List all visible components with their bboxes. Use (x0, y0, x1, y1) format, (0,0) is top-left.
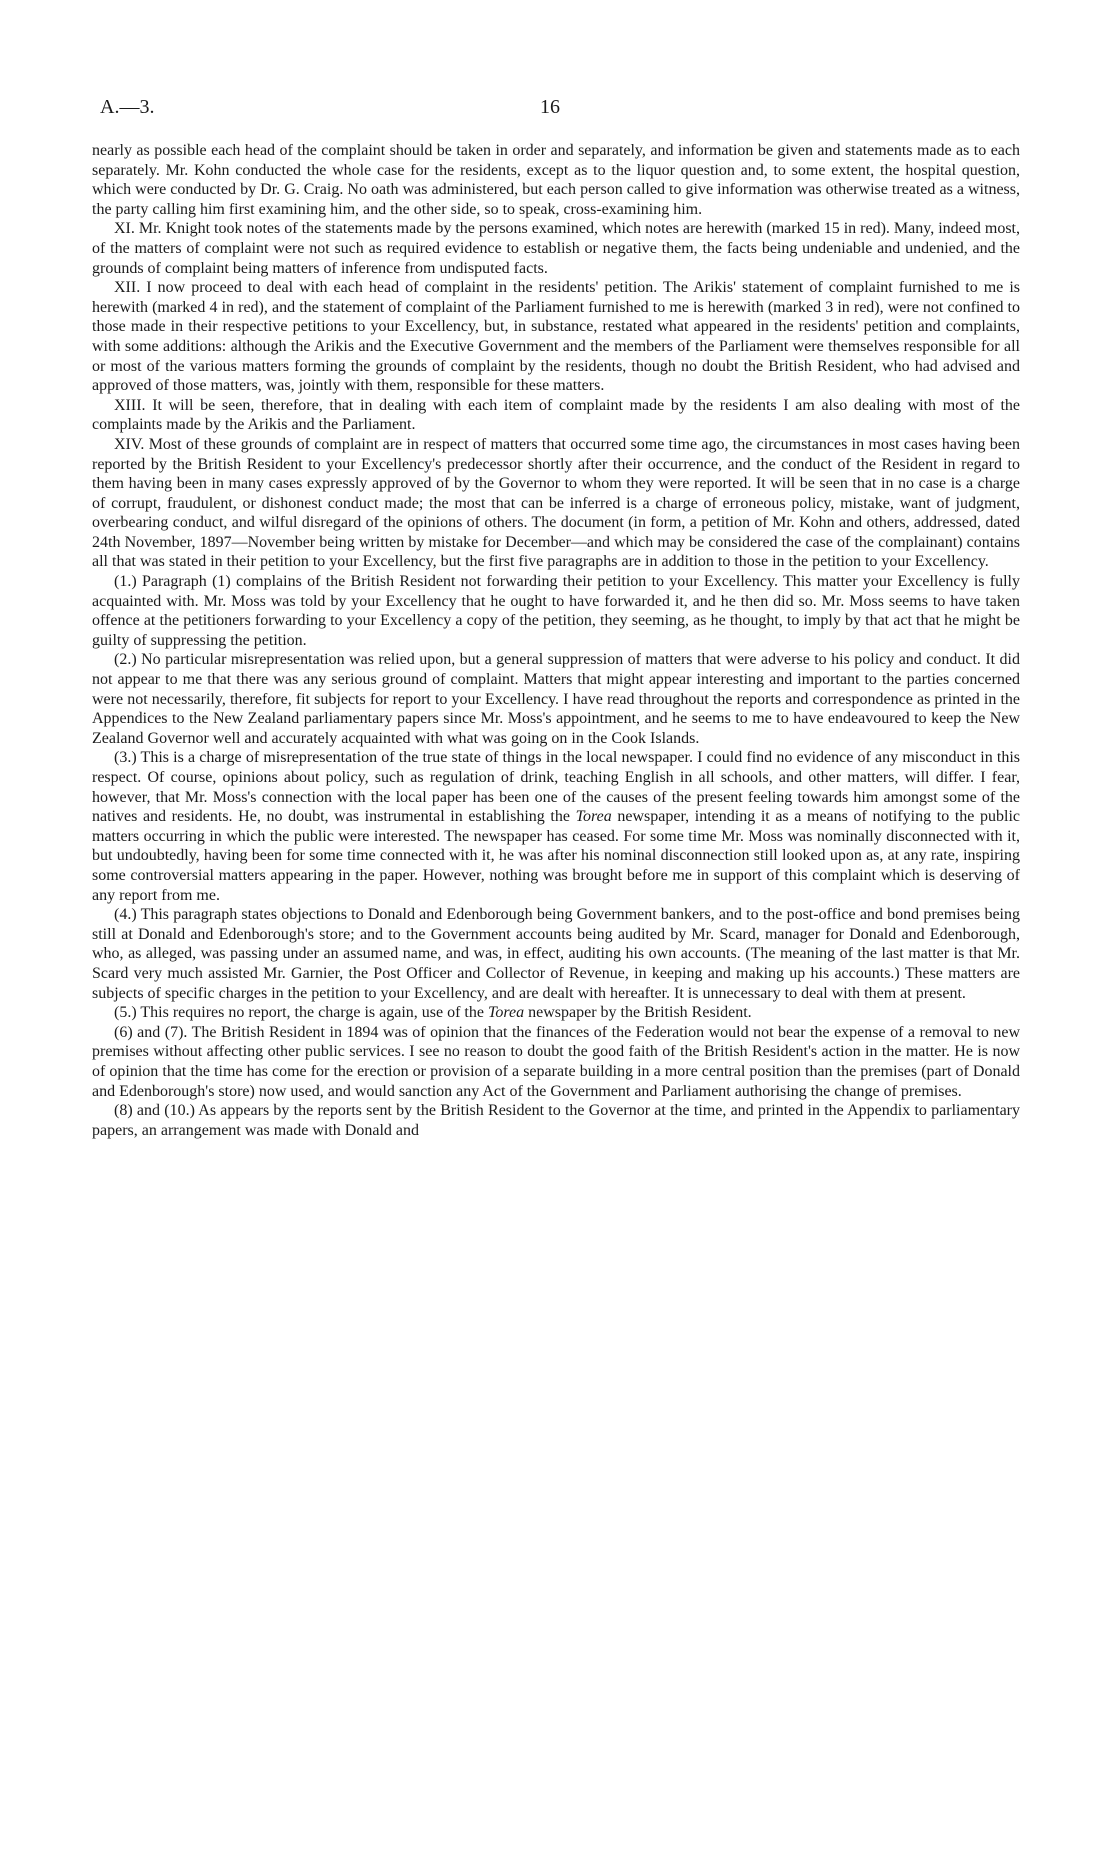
paragraph-xiii: XIII. It will be seen, therefore, that in dealing with each item of complaint made by the residents I am also dealing with most of the complaints made by the Arikis and the Parliament. (92, 396, 1020, 434)
paragraph-xiv: XIV. Most of these grounds of complaint are in respect of matters that occurred some time ago, the circumstances in most cases having been reported by the British Resident to your Excellency's predecessor shortly after their occurrence, and the conduct of the Resident in regard to them having been in many cases expressly approved of by the Governor to whom they were reported. It will be seen that in no case is a charge of corrupt, fraudulent, or dishonest conduct made; the most that can be inferred is a charge of erroneous policy, mistake, want of judgment, overbearing conduct, and wilful disregard of the opinions of others. The document (in form, a petition of Mr. Kohn and others, addressed, dated 24th November, 1897—November being written by mistake for December—and which may be considered the case of the complainant) contains all that was stated in their petition to your Excellency, but the first five paragraphs are in addition to those in the petition to your Excellency. (92, 435, 1020, 571)
newspaper-name: Torea (487, 1004, 525, 1022)
paragraph-continuation: nearly as possible each head of the complaint should be taken in order and separately, and information be given and statements made as to each separately. Mr. Kohn conducted the whole case for the residents, except as to the liquor question and, to some extent, the hospital question, which were conducted by Dr. G. Craig. No oath was administered, but each person called to give information was otherwise treated as a witness, the party calling him first examining him, and the other side, so to speak, cross-examining him. (92, 142, 1020, 218)
paragraph-item-3-text-a: (3.) This is a charge of misrepresentation of the true state of things in the local newspaper. I could find no evidence of any misconduct in this respect. Of course, opinions about policy, such as regulation of drink, teaching English in all schools, and other matters, will differ. I fear, however, that Mr. Moss's connection with the local paper has been one of the causes of the present feeling towards him amongst some of the natives and residents. He, no doubt, was instrumental in establishing the (92, 749, 1020, 826)
paragraph-xii: XII. I now proceed to deal with each head of complaint in the residents' petition. The Arikis' statement of complaint furnished to me is herewith (marked 4 in red), and the statement of complaint of the Parliament furnished to me is herewith (marked 3 in red), were not confined to those made in their respective petitions to your Excellency, but, in substance, restated what appeared in the residents' petition and complaints, with some additions: although the Arikis and the Executive Government and the members of the Parliament were themselves responsible for all or most of the various matters forming the grounds of complaint by the residents, though no doubt the British Resident, who had advised and approved of those matters, was, jointly with them, responsible for these matters. (92, 279, 1020, 395)
page-header (100, 96, 1030, 122)
paragraph-xi: XI. Mr. Knight took notes of the statements made by the persons examined, which notes are herewith (marked 15 in red). Many, indeed most, of the matters of complaint were not such as required evidence to establish or negative them, the facts being undeniable and undenied, and the grounds of complaint being matters of inference from undisputed facts. (92, 220, 1020, 277)
paragraph-items-6-7: (6) and (7). The British Resident in 1894 was of opinion that the finances of the Federation would not bear the expense of a removal to new premises without affecting other public services. I see no reason to doubt the good faith of the British Resident's action in the matter. He is now of opinion that the time has come for the erection or provision of a separate building in a more central position than the premises (part of Donald and Edenborough's store) now used, and would sanction any Act of the Government and Parliament authorising the change of premises. (92, 1023, 1020, 1100)
paragraph-item-5-text-a: (5.) This requires no report, the charge is again, use of the (114, 1004, 488, 1022)
paragraph-item-5-text-b: newspaper by the British Resident. (524, 1004, 752, 1022)
paragraph-item-4: (4.) This paragraph states objections to Donald and Edenborough being Government bankers, and to the post-office and bond premises being still at Donald and Edenborough's store; and to the Government accounts being audited by Mr. Scard, manager for Donald and Edenborough, who, as alleged, was passing under an assumed name, and was, in effect, auditing his own accounts. (The meaning of the last matter is that Mr. Scard very much assisted Mr. Garnier, the Post Officer and Collector of Revenue, in keeping and making up his accounts.) These matters are subjects of specific charges in the petition to your Excellency, and are dealt with hereafter. It is unnecessary to deal with them at present. (92, 906, 1020, 1002)
paragraph-item-3 (92, 748, 1020, 905)
paragraph-items-8-10: (8) and (10.) As appears by the reports sent by the British Resident to the Governor at the time, and printed in the Appendix to parliamentary papers, an arrangement was made with Donald and (92, 1102, 1020, 1139)
paragraph-item-5 (92, 1003, 1020, 1023)
document-reference: A.—3. (100, 96, 155, 118)
paragraph-item-3-text-b: newspaper, intending it as a means of notifying to the public matters occurring in which the public were interested. The newspaper has ceased. For some time Mr. Moss was nominally disconnected with it, but undoubtedly, having been for some time connected with it, he was after his nominal disconnection still looked upon as, at any rate, inspiring some controversial matters appearing in the paper. However, nothing was brought before me in support of this complaint which is deserving of any report from me. (92, 808, 1020, 904)
paragraph-item-2: (2.) No particular misrepresentation was relied upon, but a general suppression of matters that were adverse to his policy and conduct. It did not appear to me that there was any serious ground of complaint. Matters that might appear interesting and important to the parties concerned were not necessarily, therefore, fit subjects for report to your Excellency. I have read throughout the reports and correspondence as printed in the Appendices to the New Zealand parliamentary papers since Mr. Moss's appointment, and he seems to me to have endeavoured to keep the New Zealand Governor well and accurately acquainted with what was going on in the Cook Islands. (92, 651, 1020, 747)
paragraph-item-1: (1.) Paragraph (1) complains of the British Resident not forwarding their petition to your Excellency. This matter your Excellency is fully acquainted with. Mr. Moss was told by your Excellency that he ought to have forwarded it, and he then did so. Mr. Moss seems to have taken offence at the petitioners forwarding to your Excellency a copy of the petition, they seeming, as he thought, to imply by that act that he might be guilty of suppressing the petition. (92, 573, 1020, 649)
page-number: 16 (540, 96, 560, 118)
body-text (92, 141, 1020, 1140)
newspaper-name: Torea (575, 808, 612, 826)
